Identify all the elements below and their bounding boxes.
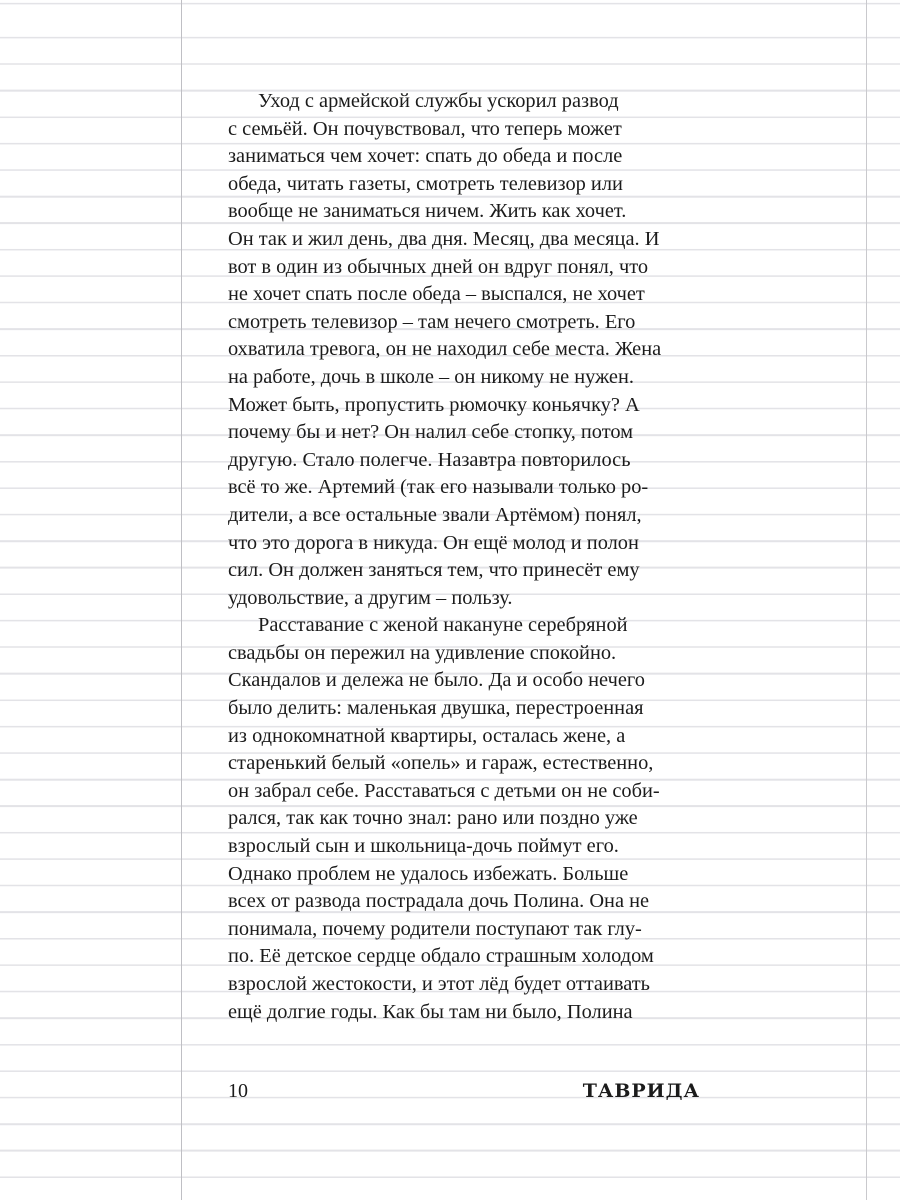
paragraph-1: Уход с армейской службы ускорил развод с семьёй. Он почувствовал, что теперь может заниматься чем хочет: спать до обеда и после обеда, читать газеты, смотреть телевизор или вообще не заниматься ничем. Жить как хочет. Он так и жил день, два дня. Месяц, два месяца. И вот в один из обычных дней он вдруг понял, что не хочет спать после обеда – выспался, не хочет смотреть телевизор – там нечего смотреть. Его охватила тревога, он не находил себе места. Жена на работе, дочь в школе – он никому не нужен. Может быть, пропустить рюмочку коньячку? А почему бы и нет? Он налил себе стопку, потом другую. Стало полегче. Назавтра повторилось всё то же. Артемий (так его называли только ро- дители, а все остальные звали Артёмом) понял, что это дорога в никуда. Он ещё молод и полон сил. Он должен заняться тем, что принесёт ему удовольствие, а другим – пользу. [228, 90, 662, 609]
body-text [228, 88, 700, 1026]
page-number: 10 [228, 1080, 248, 1102]
publisher-logo: ТАВРИДА [582, 1080, 700, 1102]
margin-line [181, 0, 182, 1200]
paragraph-2: Расставание с женой накануне серебряной свадьбы он пережил на удивление спокойно. Скандалов и дележа не было. Да и особо нечего было делить: маленькая двушка, перестроенная из однокомнатной квартиры, осталась жене, а старенький белый «опель» и гараж, естественно, он забрал себе. Расставаться с детьми он не соби- рался, так как точно знал: рано или поздно уже взрослый сын и школьница-дочь поймут его. Однако проблем не удалось избежать. Больше всех от развода пострадала дочь Полина. Она не понимала, почему родители поступают так глу- по. Её детское сердце обдало страшным холодом взрослой жестокости, и этот лёд будет оттаивать ещё долгие годы. Как бы там ни было, Полина [228, 614, 660, 1023]
page-edge-line [866, 0, 867, 1200]
